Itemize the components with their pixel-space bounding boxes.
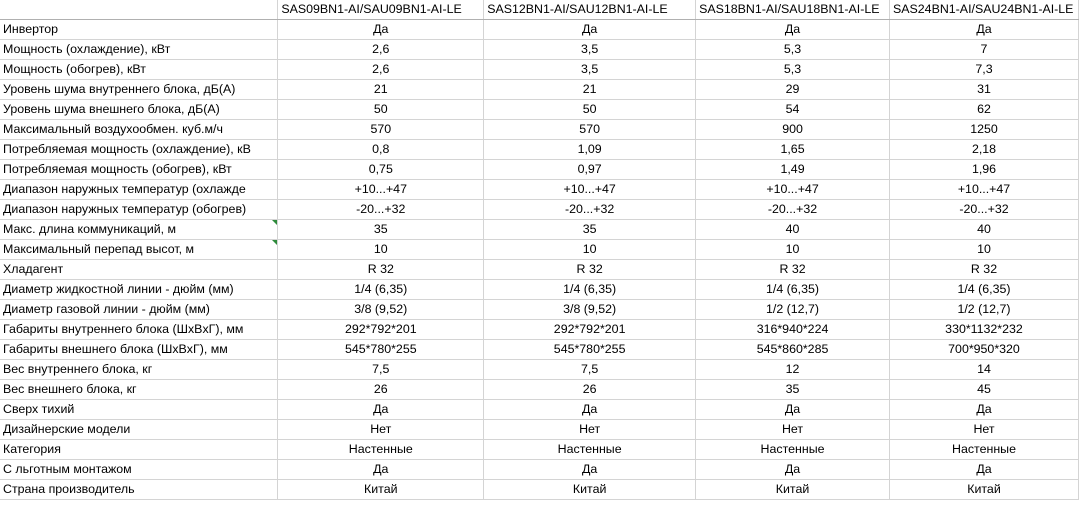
value-cell[interactable]: 1250 (890, 120, 1079, 140)
table-row (0, 280, 1079, 300)
table-row (0, 300, 1079, 320)
row-label-cell[interactable]: Диаметр газовой линии - дюйм (мм) (0, 300, 278, 320)
value-cell[interactable]: 1/4 (6,35) (278, 280, 484, 300)
value-cell[interactable]: 35 (696, 380, 890, 400)
value-cell[interactable]: 570 (278, 120, 484, 140)
value-cell[interactable]: 2,6 (278, 60, 484, 80)
table-row (0, 180, 1079, 200)
value-cell[interactable]: 45 (890, 380, 1079, 400)
value-cell[interactable]: 26 (278, 380, 484, 400)
table-row (0, 60, 1079, 80)
row-label-cell[interactable]: Диапазон наружных температур (обогрев) (0, 200, 278, 220)
value-cell[interactable]: Китай (278, 480, 484, 500)
value-cell[interactable]: +10...+47 (696, 180, 890, 200)
table-row (0, 100, 1079, 120)
row-label-cell[interactable]: Габариты внешнего блока (ШxВxГ), мм (0, 340, 278, 360)
header-row (0, 0, 1079, 20)
value-cell[interactable]: 1/2 (12,7) (696, 300, 890, 320)
value-cell[interactable]: 545*780*255 (278, 340, 484, 360)
value-cell[interactable]: 12 (696, 360, 890, 380)
value-cell[interactable]: Настенные (278, 440, 484, 460)
value-cell[interactable]: 21 (278, 80, 484, 100)
table-row (0, 460, 1079, 480)
value-cell[interactable]: Да (484, 20, 696, 40)
value-cell[interactable]: 5,3 (696, 60, 890, 80)
row-label-cell[interactable]: Мощность (обогрев), кВт (0, 60, 278, 80)
value-cell[interactable]: Да (278, 20, 484, 40)
value-cell[interactable]: -20...+32 (696, 200, 890, 220)
value-cell[interactable]: 2,6 (278, 40, 484, 60)
table-row (0, 40, 1079, 60)
value-cell[interactable]: Да (278, 460, 484, 480)
value-cell[interactable]: 40 (696, 220, 890, 240)
value-cell[interactable]: Да (696, 20, 890, 40)
row-label-cell[interactable]: Диапазон наружных температур (охлажде (0, 180, 278, 200)
value-cell[interactable]: 1,09 (484, 140, 696, 160)
value-cell[interactable]: 0,8 (278, 140, 484, 160)
value-cell[interactable]: 7,3 (890, 60, 1079, 80)
value-cell[interactable]: Китай (484, 480, 696, 500)
value-cell[interactable]: 7,5 (278, 360, 484, 380)
row-label-cell[interactable]: Габариты внутреннего блока (ШxВxГ), мм (0, 320, 278, 340)
row-label-cell[interactable]: Вес внешнего блока, кг (0, 380, 278, 400)
row-label-cell[interactable]: Инвертор (0, 20, 278, 40)
table-row (0, 140, 1079, 160)
value-cell[interactable]: 292*792*201 (278, 320, 484, 340)
corner-cell[interactable] (0, 0, 278, 20)
value-cell[interactable]: 545*780*255 (484, 340, 696, 360)
value-cell[interactable]: 292*792*201 (484, 320, 696, 340)
table-row (0, 440, 1079, 460)
table-row (0, 360, 1079, 380)
value-cell[interactable]: 700*950*320 (890, 340, 1079, 360)
value-cell[interactable]: 40 (890, 220, 1079, 240)
row-label-cell[interactable]: Страна производитель (0, 480, 278, 500)
value-cell[interactable]: 1/2 (12,7) (890, 300, 1079, 320)
table-row (0, 120, 1079, 140)
table-row (0, 340, 1079, 360)
table-row (0, 200, 1079, 220)
value-cell[interactable]: Настенные (890, 440, 1079, 460)
value-cell[interactable]: 1/4 (6,35) (696, 280, 890, 300)
table-row (0, 80, 1079, 100)
table-row (0, 420, 1079, 440)
value-cell[interactable]: 50 (484, 100, 696, 120)
table-row (0, 480, 1079, 500)
value-cell[interactable]: 1/4 (6,35) (484, 280, 696, 300)
value-cell[interactable]: 54 (696, 100, 890, 120)
table-row (0, 380, 1079, 400)
value-cell[interactable]: +10...+47 (890, 180, 1079, 200)
value-cell[interactable]: R 32 (696, 260, 890, 280)
table-row (0, 260, 1079, 280)
row-label-cell[interactable]: Мощность (охлаждение), кВт (0, 40, 278, 60)
value-cell[interactable]: -20...+32 (278, 200, 484, 220)
row-label-cell[interactable]: Дизайнерские модели (0, 420, 278, 440)
value-cell[interactable]: 35 (278, 220, 484, 240)
value-cell[interactable]: Да (278, 400, 484, 420)
row-label-cell[interactable]: Категория (0, 440, 278, 460)
value-cell[interactable]: 29 (696, 80, 890, 100)
value-cell[interactable]: 21 (484, 80, 696, 100)
row-label-cell[interactable]: Вес внутреннего блока, кг (0, 360, 278, 380)
value-cell[interactable]: Нет (278, 420, 484, 440)
value-cell[interactable]: 3,5 (484, 40, 696, 60)
row-label-cell[interactable]: Потребляемая мощность (охлаждение), кВ (0, 140, 278, 160)
value-cell[interactable]: R 32 (890, 260, 1079, 280)
value-cell[interactable]: Да (484, 400, 696, 420)
value-cell[interactable]: 3/8 (9,52) (484, 300, 696, 320)
value-cell[interactable]: R 32 (484, 260, 696, 280)
value-cell[interactable]: 14 (890, 360, 1079, 380)
value-cell[interactable]: 1/4 (6,35) (890, 280, 1079, 300)
value-cell[interactable]: 5,3 (696, 40, 890, 60)
row-label-cell[interactable]: Потребляемая мощность (обогрев), кВт (0, 160, 278, 180)
table-row (0, 20, 1079, 40)
row-label-cell[interactable]: Уровень шума внутреннего блока, дБ(А) (0, 80, 278, 100)
value-cell[interactable]: +10...+47 (484, 180, 696, 200)
row-label-cell[interactable]: Макс. длина коммуникаций, м (0, 220, 278, 240)
value-cell[interactable]: Да (696, 400, 890, 420)
model-header-cell[interactable]: SAS12BN1-AI/SAU12BN1-AI-LE (484, 0, 696, 20)
value-cell[interactable]: 7 (890, 40, 1079, 60)
value-cell[interactable]: 1,65 (696, 140, 890, 160)
value-cell[interactable]: 26 (484, 380, 696, 400)
value-cell[interactable]: 900 (696, 120, 890, 140)
value-cell[interactable]: Китай (890, 480, 1079, 500)
row-label-cell[interactable]: Диаметр жидкостной линии - дюйм (мм) (0, 280, 278, 300)
value-cell[interactable]: 1,96 (890, 160, 1079, 180)
value-cell[interactable]: 545*860*285 (696, 340, 890, 360)
table-row (0, 240, 1079, 260)
value-cell[interactable]: 35 (484, 220, 696, 240)
value-cell[interactable]: 3/8 (9,52) (278, 300, 484, 320)
value-cell[interactable]: +10...+47 (278, 180, 484, 200)
value-cell[interactable]: R 32 (278, 260, 484, 280)
value-cell[interactable]: 10 (696, 240, 890, 260)
value-cell[interactable]: 7,5 (484, 360, 696, 380)
value-cell[interactable]: 0,97 (484, 160, 696, 180)
value-cell[interactable]: Китай (696, 480, 890, 500)
table-row (0, 160, 1079, 180)
value-cell[interactable]: Да (890, 400, 1079, 420)
row-label-cell[interactable]: Максимальный воздухообмен. куб.м/ч (0, 120, 278, 140)
value-cell[interactable]: 62 (890, 100, 1079, 120)
value-cell[interactable]: Нет (696, 420, 890, 440)
value-cell[interactable]: 50 (278, 100, 484, 120)
model-header-cell[interactable]: SAS09BN1-AI/SAU09BN1-AI-LE (278, 0, 484, 20)
table-row (0, 400, 1079, 420)
value-cell[interactable]: 3,5 (484, 60, 696, 80)
row-label-cell[interactable]: Хладагент (0, 260, 278, 280)
value-cell[interactable]: Нет (890, 420, 1079, 440)
row-label-cell[interactable]: Сверх тихий (0, 400, 278, 420)
value-cell[interactable]: -20...+32 (484, 200, 696, 220)
table-row (0, 220, 1079, 240)
value-cell[interactable]: Нет (484, 420, 696, 440)
value-cell[interactable]: 570 (484, 120, 696, 140)
value-cell[interactable]: Настенные (484, 440, 696, 460)
row-label-cell[interactable]: С льготным монтажом (0, 460, 278, 480)
value-cell[interactable]: Настенные (696, 440, 890, 460)
value-cell[interactable]: 316*940*224 (696, 320, 890, 340)
value-cell[interactable]: Да (890, 20, 1079, 40)
value-cell[interactable]: Да (890, 460, 1079, 480)
value-cell[interactable]: 2,18 (890, 140, 1079, 160)
model-header-cell[interactable]: SAS24BN1-AI/SAU24BN1-AI-LE (890, 0, 1079, 20)
table-row (0, 320, 1079, 340)
model-header-cell[interactable]: SAS18BN1-AI/SAU18BN1-AI-LE (696, 0, 890, 20)
value-cell[interactable]: 1,49 (696, 160, 890, 180)
value-cell[interactable]: 31 (890, 80, 1079, 100)
value-cell[interactable]: -20...+32 (890, 200, 1079, 220)
value-cell[interactable]: 10 (278, 240, 484, 260)
value-cell[interactable]: Да (696, 460, 890, 480)
value-cell[interactable]: 0,75 (278, 160, 484, 180)
value-cell[interactable]: 10 (484, 240, 696, 260)
value-cell[interactable]: 10 (890, 240, 1079, 260)
value-cell[interactable]: 330*1132*232 (890, 320, 1079, 340)
value-cell[interactable]: Да (484, 460, 696, 480)
row-label-cell[interactable]: Максимальный перепад высот, м (0, 240, 278, 260)
row-label-cell[interactable]: Уровень шума внешнего блока, дБ(А) (0, 100, 278, 120)
